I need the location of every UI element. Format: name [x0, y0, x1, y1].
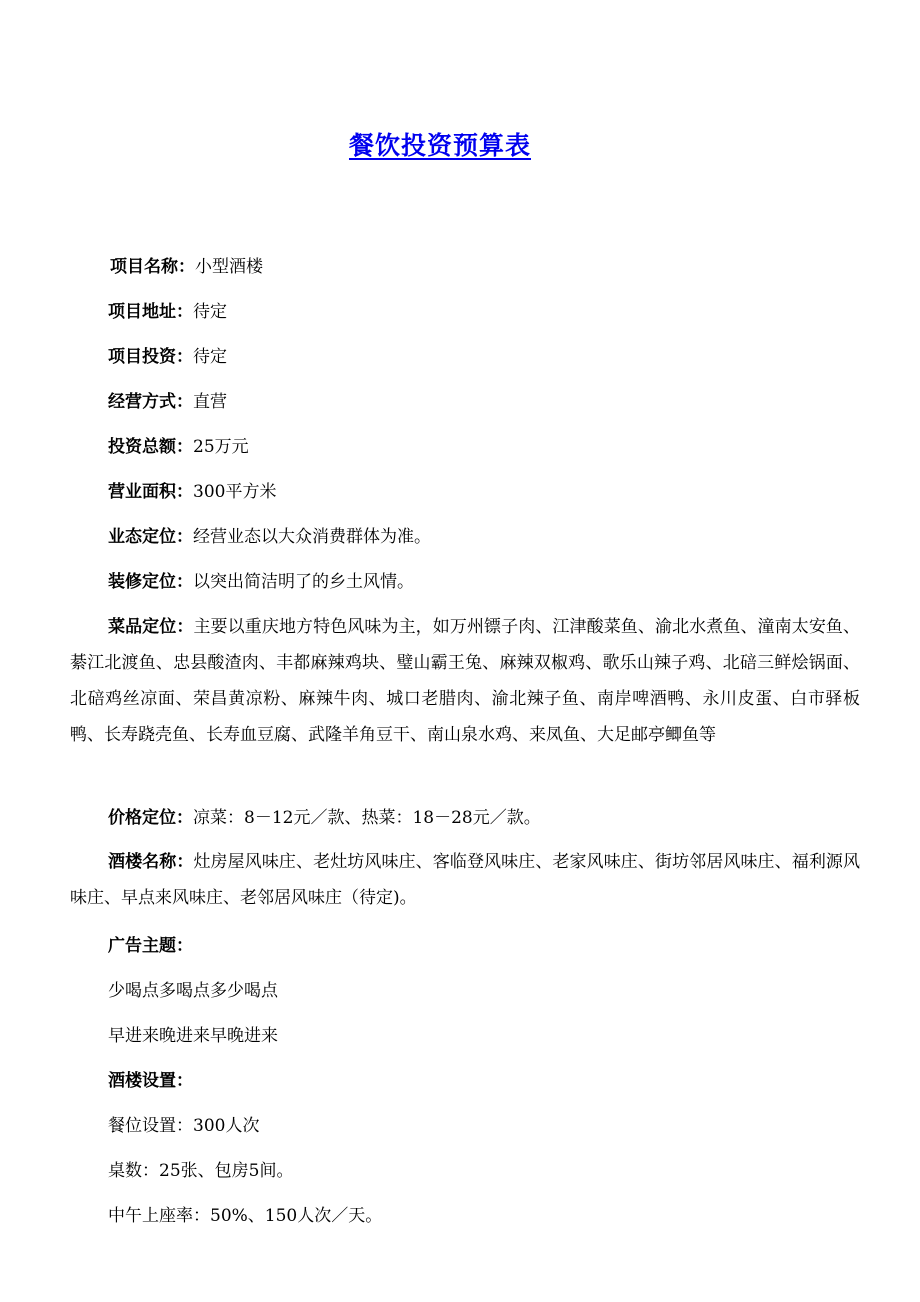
field-label: 业态定位：: [108, 527, 193, 547]
field-project-name: [110, 256, 263, 278]
field-business-mode: [108, 391, 227, 413]
field-total-investment: [108, 436, 249, 458]
field-label: 价格定位：: [108, 808, 193, 828]
settings-line: 中午上座率：50%、150人次／天。: [108, 1206, 383, 1226]
field-label: 营业面积：: [108, 482, 193, 502]
field-value: 25万元: [193, 437, 249, 457]
field-label: 项目地址：: [108, 302, 193, 322]
ad-slogan: 早进来晚进来早晚进来: [108, 1026, 278, 1046]
field-dish-positioning: [70, 609, 860, 753]
field-value: 直营: [193, 392, 227, 412]
field-label: 项目投资：: [108, 347, 193, 367]
document-title: 餐饮投资预算表: [348, 131, 531, 160]
field-label: 经营方式：: [108, 392, 193, 412]
field-value: 以突出简洁明了的乡土风情。: [193, 572, 414, 592]
field-value: 灶房屋风味庄、老灶坊风味庄、客临登风味庄、老家风味庄、街坊邻居风味庄、福利源风味庄、早点来风味庄、老邻居风味庄（待定)。: [70, 852, 861, 908]
field-value: 300平方米: [193, 482, 277, 502]
field-label: 项目名称：: [110, 257, 195, 277]
field-label: 酒楼名称：: [108, 852, 194, 872]
field-project-address: [108, 301, 227, 323]
field-value: 待定: [193, 347, 227, 367]
field-format-positioning: [108, 526, 431, 548]
field-business-area: [108, 481, 276, 503]
field-restaurant-names: [70, 844, 860, 916]
field-label: 装修定位：: [108, 572, 193, 592]
settings-line: 餐位设置：300人次: [108, 1116, 260, 1136]
field-value: 凉菜：8－12元／款、热菜：18－28元／款。: [193, 808, 541, 828]
settings-line: 桌数：25张、包房5间。: [108, 1161, 294, 1181]
field-value: 主要以重庆地方特色风味为主，如万州镖子肉、江津酸菜鱼、渝北水煮鱼、潼南太安鱼、綦江北渡鱼、忠县酸渣肉、丰都麻辣鸡块、璧山霸王兔、麻辣双椒鸡、歌乐山辣子鸡、北碚三鲜烩锅面、北碚鸡丝凉面、荣昌黄凉粉、麻辣牛肉、城口老腊肉、渝北辣子鱼、南岸啤酒鸭、永川皮蛋、白市驿板鸭、长寿跷壳鱼、长寿血豆腐、武隆羊角豆干、南山泉水鸡、来凤鱼、大足邮亭鲫鱼等: [70, 617, 861, 745]
field-price-positioning: [108, 807, 541, 829]
field-value: 待定: [193, 302, 227, 322]
field-label: 投资总额：: [108, 437, 193, 457]
field-value: 小型酒楼: [195, 257, 263, 277]
ad-theme-heading: 广告主题：: [108, 936, 193, 956]
field-label: 菜品定位：: [108, 617, 194, 637]
field-value: 经营业态以大众消费群体为准。: [193, 527, 431, 547]
field-decoration-positioning: [108, 571, 414, 593]
field-project-investment: [108, 346, 227, 368]
settings-heading: 酒楼设置：: [108, 1071, 193, 1091]
ad-slogan: 少喝点多喝点多少喝点: [108, 981, 278, 1001]
